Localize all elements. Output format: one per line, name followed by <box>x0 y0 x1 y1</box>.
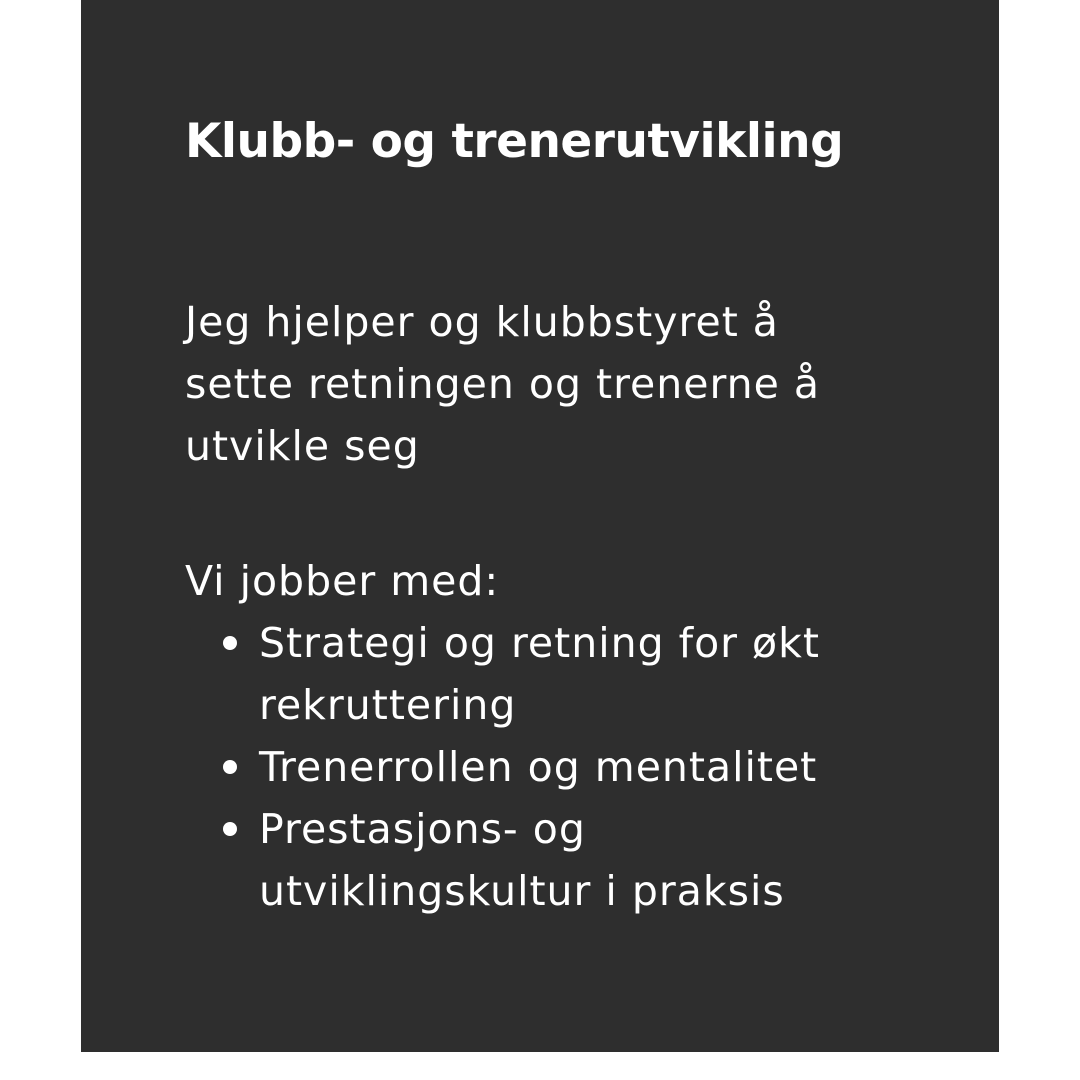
intro-paragraph <box>185 291 885 477</box>
list-item-line: Prestasjons- og <box>259 805 586 853</box>
bullet-dot-icon <box>223 760 237 774</box>
list-item-line: Strategi og retning for økt <box>259 619 820 667</box>
list-item-line: rekruttering <box>259 681 517 729</box>
intro-line: utvikle seg <box>185 422 420 470</box>
list-item <box>185 798 885 922</box>
card-title: Klubb- og trenerutvikling <box>185 114 844 169</box>
list-item <box>185 736 885 798</box>
topic-list <box>185 612 885 922</box>
intro-line: sette retningen og trenerne å <box>185 360 820 408</box>
bullet-dot-icon <box>223 822 237 836</box>
list-item-line: Trenerrollen og mentalitet <box>259 743 818 791</box>
content-card <box>81 0 999 1052</box>
intro-line: Jeg hjelper og klubbstyret å <box>185 298 779 346</box>
bullet-dot-icon <box>223 636 237 650</box>
list-heading: Vi jobber med: <box>185 557 500 605</box>
list-item <box>185 612 885 736</box>
list-item-line: utviklingskultur i praksis <box>259 867 785 915</box>
